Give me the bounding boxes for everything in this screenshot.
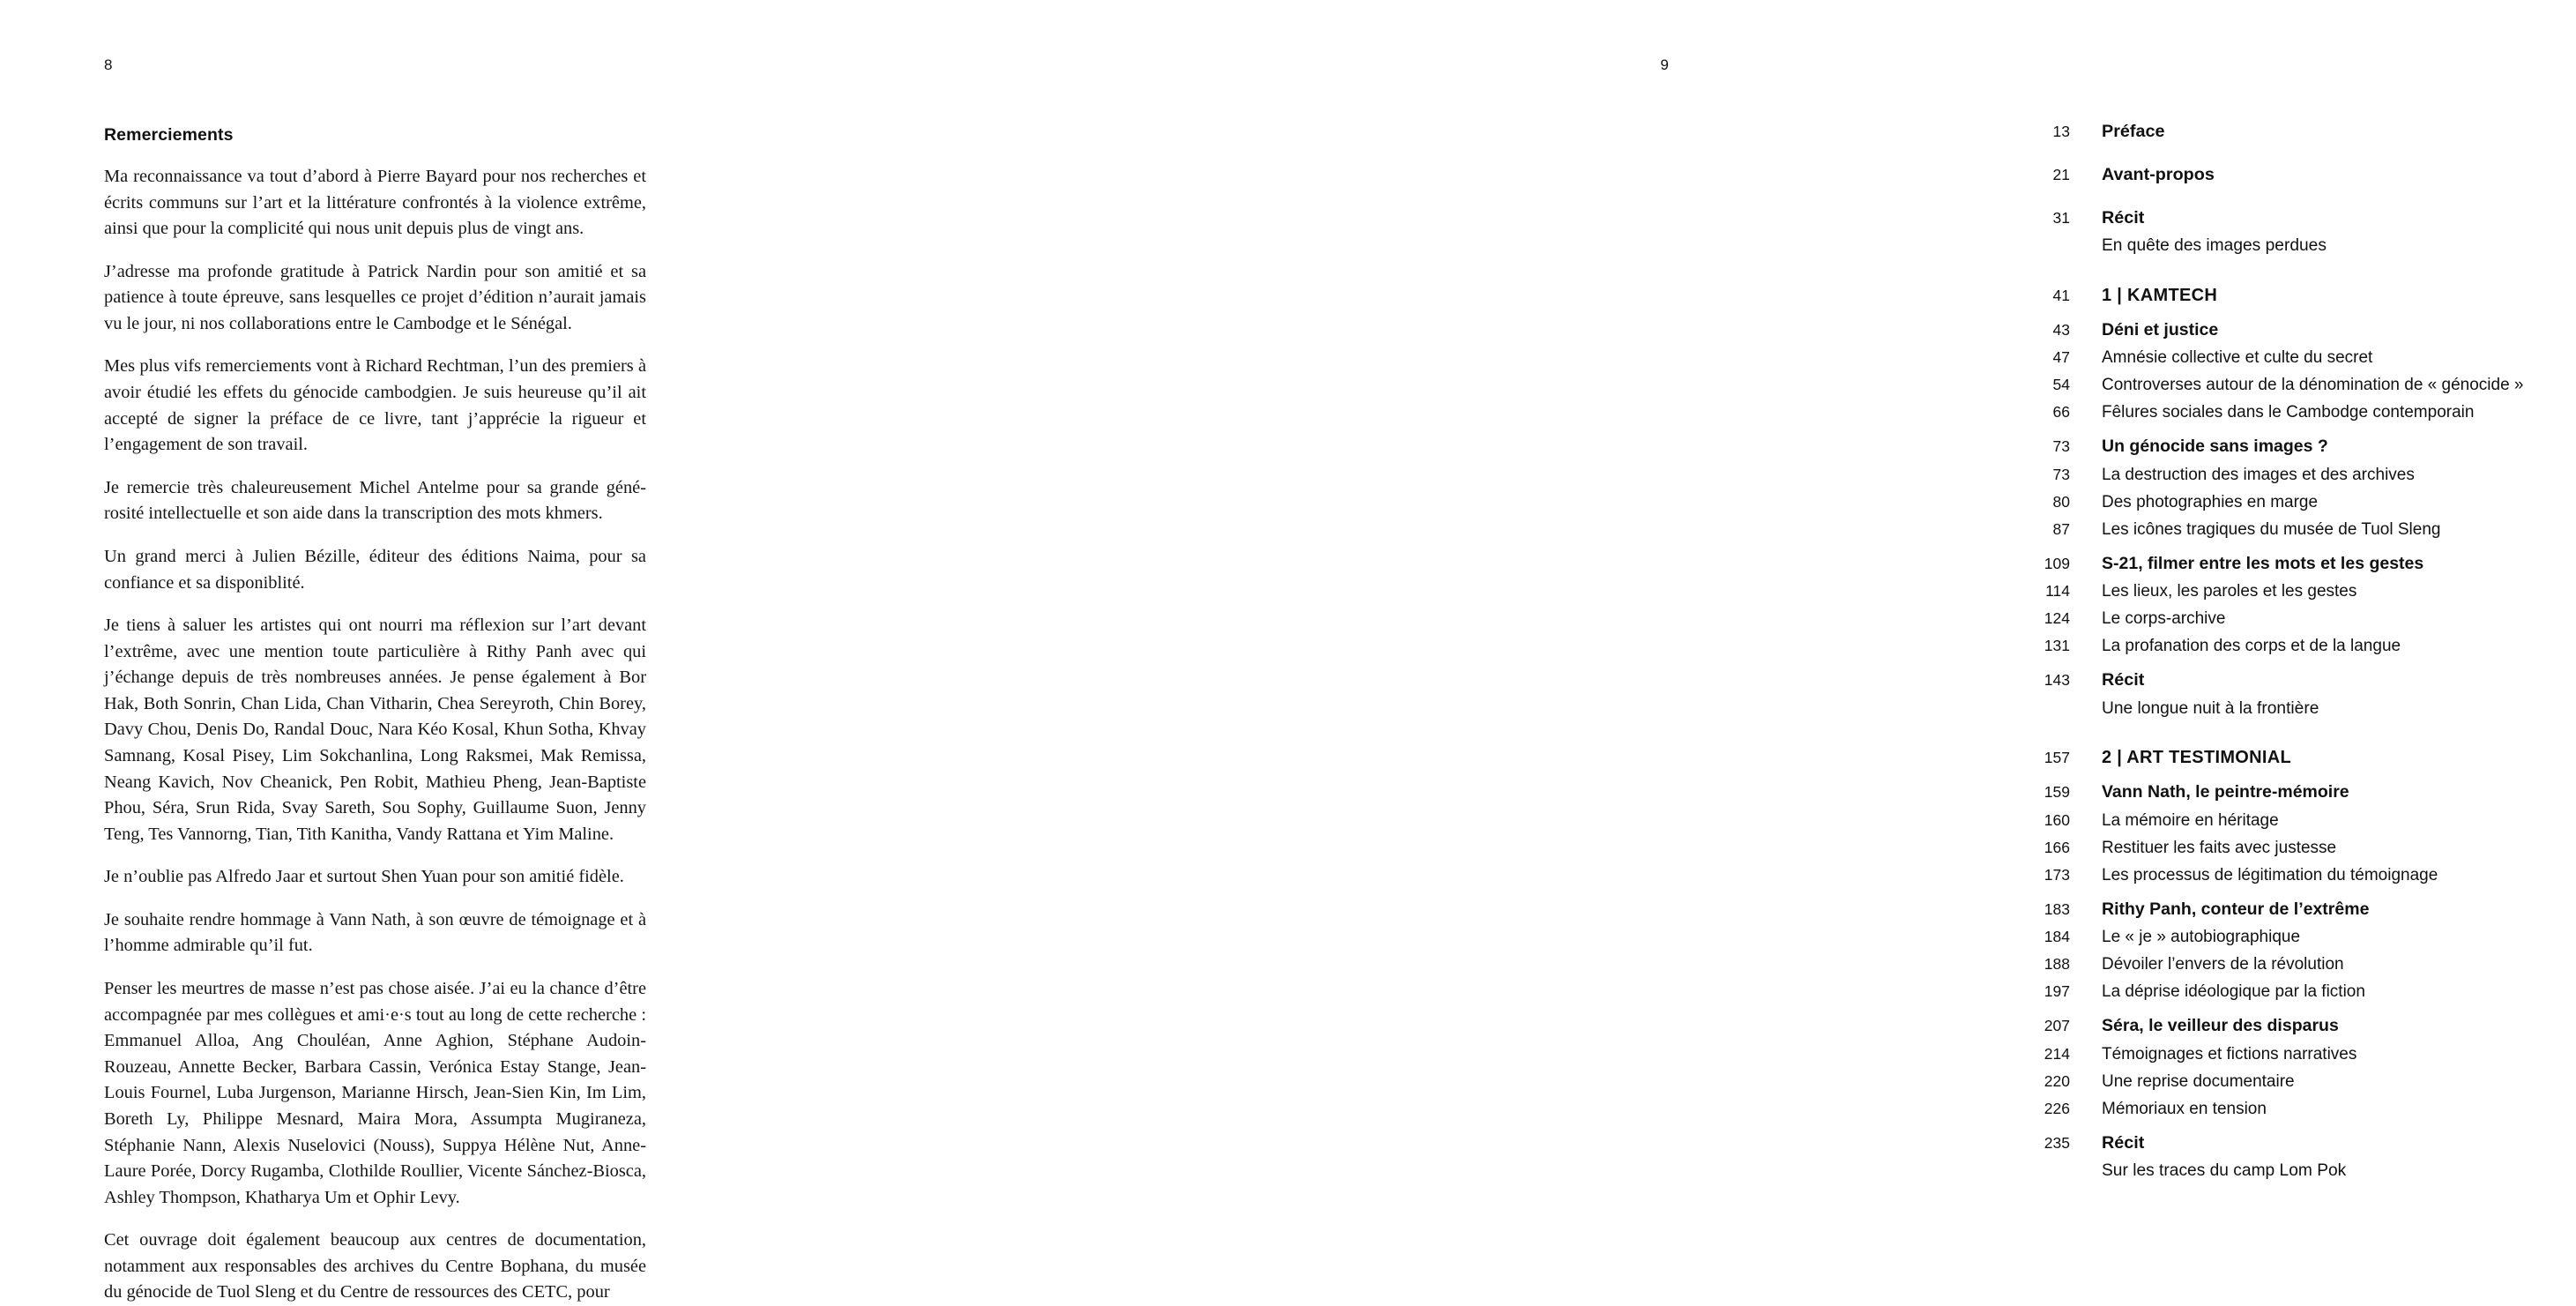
toc-entry[interactable]: [1994, 956, 2576, 973]
toc-entry-label: Restituer les faits avec justesse: [2102, 838, 2337, 857]
toc-page-number: 43: [2052, 320, 2070, 339]
acknowledgements-paragraph: Cet ouvrage doit également beaucoup aux centres de documentation, notamment aux responsables des archives du Centre Bophana, du musée du génocide de Tuol Sleng et du Centre de ressources des CETC, pour: [104, 1230, 646, 1302]
toc-entry[interactable]: [1994, 123, 2576, 141]
toc-page-number: 183: [2044, 899, 2070, 918]
acknowledgements-paragraph: Je tiens à saluer les artistes qui ont nourri ma réflexion sur l’art devant l’extrême, avec une mention toute particulière à Rithy Panh avec qui j’échange depuis de très nombreuses années. Je pense également à Bor Hak, Both Sonrin, Chan Lida, Chan Vitharin, Chea Sereyroth, Chin Borey, Davy Chou, Denis Do, Randal Douc, Nara Kéo Kosal, Khun Sotha, Khvay Samnang, Kosal Pisey, Lim Sokchanlina, Long Raksmei, Mak Remissa, Neang Kavich, Nov Cheanick, Pen Robit, Mathieu Pheng, Jean-Baptiste Phou, Séra, Srun Rida, Svay Sareth, Sou Sophy, Guillaume Suon, Jenny Teng, Tes Vannorng, Tian, Tith Kanitha, Vandy Rattana et Yim Maline.: [104, 616, 646, 844]
toc-page-number: 73: [2052, 437, 2070, 456]
toc-entry[interactable]: [1994, 929, 2576, 945]
toc-page-number: 131: [2044, 637, 2070, 655]
toc-entry-label: Une reprise documentaire: [2102, 1071, 2295, 1091]
toc-spacer: [1994, 141, 2576, 167]
toc-entry[interactable]: [1994, 983, 2576, 1000]
acknowledgements-paragraph: Un grand merci à Julien Bézille, éditeur des éditions Naima, pour sa confiance et sa disponiblité.: [104, 546, 646, 593]
acknowledgements-paragraph: Mes plus vifs remerciements vont à Richard Rechtman, l’un des premiers à avoir étudié les effets du génocide cambodgien. Je suis heureuse qu’il ait accepté de signer la préface de ce livre, tant j’apprécie la rigueur et l’engagement de son travail.: [104, 356, 646, 455]
acknowledgements-paragraph: J’adresse ma profonde gratitude à Patrick Nardin pour son amitié et sa patience à toute épreuve, sans lesquelles ce projet d’édition n’aurait jamais vu le jour, ni nos collaborations entre le Cambodge et le Sénégal.: [104, 261, 646, 333]
toc-spacer: [1994, 1035, 2576, 1046]
toc-entry[interactable]: [1994, 237, 2576, 254]
toc-spacer: [1994, 456, 2576, 466]
toc-entry[interactable]: [1994, 349, 2576, 366]
toc-entry[interactable]: [1994, 749, 2576, 766]
acknowledgements-paragraph: Je n’oublie pas Alfredo Jaar et surtout Shen Yuan pour son amitié fidèle.: [104, 867, 624, 887]
toc-entry[interactable]: [1994, 377, 2576, 393]
toc-entry-label: Un génocide sans images ?: [2102, 437, 2328, 457]
toc-entry-label: La déprise idéologique par la fiction: [2102, 982, 2365, 1002]
toc-page-number: 157: [2044, 749, 2070, 767]
toc-entry[interactable]: [1994, 164, 2576, 184]
toc-page-number: 47: [2052, 348, 2070, 367]
toc-spacer: [1994, 884, 2576, 901]
toc-entry[interactable]: [1994, 521, 2576, 538]
toc-entry-label: Rithy Panh, conteur de l’extrême: [2102, 899, 2370, 919]
toc-page-number: 207: [2044, 1017, 2070, 1035]
toc-entry-label: Dévoiler l’envers de la révolution: [2102, 955, 2344, 974]
toc-entry[interactable]: [1994, 901, 2576, 919]
acknowledgements-section: [104, 125, 646, 1306]
toc-entry[interactable]: [1994, 404, 2576, 421]
toc-entry[interactable]: [1994, 867, 2576, 884]
toc-entry-label: Récit: [2102, 1132, 2145, 1153]
toc-entry[interactable]: [1994, 638, 2576, 654]
toc-page-number: 114: [2045, 582, 2070, 601]
toc-page-number: 87: [2052, 519, 2070, 538]
toc-spacer: [1994, 829, 2576, 840]
toc-entry-label: La destruction des images et des archives: [2102, 465, 2415, 484]
toc-entry[interactable]: [1994, 1073, 2576, 1090]
toc-page-number: 184: [2044, 928, 2070, 946]
toc-spacer: [1994, 421, 2576, 438]
toc-entry[interactable]: [1994, 812, 2576, 829]
toc-page-number: 220: [2044, 1071, 2070, 1090]
toc-entry-label: Les processus de légitimation du témoignage: [2102, 865, 2438, 884]
folio-right: 9: [1660, 56, 1669, 73]
toc-entry[interactable]: [1994, 1018, 2576, 1035]
toc-page-number: 31: [2052, 208, 2070, 227]
toc-spacer: [1994, 255, 2576, 287]
toc-spacer: [1994, 600, 2576, 610]
toc-entry[interactable]: [1994, 672, 2576, 690]
toc-entry-label: Fêlures sociales dans le Cambodge contemporain: [2102, 403, 2475, 422]
toc-entry[interactable]: [1994, 553, 2576, 573]
toc-page-number: 21: [2052, 165, 2070, 183]
toc-entry[interactable]: [1994, 583, 2576, 600]
toc-page-number: 143: [2044, 671, 2070, 690]
toc-entry-label: Le corps-archive: [2102, 609, 2226, 629]
toc-entry-label: Sur les traces du camp Lom Pok: [2102, 1161, 2347, 1181]
acknowledgements-paragraph: Penser les meurtres de masse n’est pas chose aisée. J’ai eu la chance d’être accompagnée par mes collègues et ami·e·s tout au long de cette recherche : Emmanuel Alloa, Ang Chouléan, Anne Aghion, Stéphane Audoin-Rouzeau, Annette Becker, Barbara Cassin, Verónica Estay Stange, Jean-Louis Fournel, Luba Jurgenson, Marianne Hirsch, Jean-Sien Kin, Im Lim, Boreth Ly, Philippe Mesnard, Maira Mora, Assumpta Mugiraneza, Stéphanie Nann, Alexis Nuselovici (Nouss), Suppya Hélène Nut, Anne-Laure Porée, Dorcy Rugamba, Clothilde Roullier, Vicente Sánchez-Biosca, Ashley Thompson, Khatharya Um et Ophir Levy.: [104, 979, 646, 1207]
toc-page-number: 124: [2044, 609, 2070, 628]
toc-entry-label: La mémoire en héritage: [2102, 810, 2279, 830]
table-of-contents: [1994, 123, 2576, 1180]
toc-entry-label: Séra, le veilleur des disparus: [2102, 1016, 2339, 1036]
toc-spacer: [1994, 856, 2576, 867]
toc-spacer: [1994, 766, 2576, 784]
toc-spacer: [1994, 717, 2576, 749]
toc-page-number: 188: [2044, 955, 2070, 974]
toc-entry-label: Avant-propos: [2102, 164, 2215, 184]
toc-page-number: 226: [2044, 1099, 2070, 1117]
toc-entry-label: Controverses autour de la dénomination de « génocide »: [2102, 376, 2524, 395]
toc-entry-label: Récit: [2102, 207, 2145, 228]
folio-left: 8: [104, 56, 113, 73]
toc-entry-label: Le « je » autobiographique: [2102, 928, 2301, 947]
toc-entry[interactable]: [1994, 700, 2576, 717]
toc-spacer: [1994, 1063, 2576, 1073]
toc-spacer: [1994, 1000, 2576, 1018]
toc-page-number: 214: [2044, 1044, 2070, 1063]
toc-entry[interactable]: [1994, 287, 2576, 304]
toc-spacer: [1994, 1090, 2576, 1101]
toc-entry-label: Amnésie collective et culte du secret: [2102, 348, 2373, 368]
toc-entry-label: Une longue nuit à la frontière: [2102, 698, 2319, 718]
toc-page-number: 166: [2044, 838, 2070, 856]
toc-entry-label: Des photographies en marge: [2102, 492, 2319, 511]
toc-page-number: 197: [2044, 982, 2070, 1001]
toc-page-number: 54: [2052, 376, 2070, 394]
toc-page-number: 80: [2052, 492, 2070, 511]
toc-entry-label: La profanation des corps et de la langue: [2102, 637, 2401, 656]
toc-entry[interactable]: [1994, 319, 2576, 340]
toc-entry-label: Récit: [2102, 670, 2145, 690]
toc-entry[interactable]: [1994, 610, 2576, 627]
toc-entry-label: S-21, filmer entre les mots et les gestes: [2102, 553, 2424, 573]
toc-page-number: 13: [2052, 123, 2070, 140]
toc-entry-label: 1 | KAMTECH: [2102, 285, 2218, 305]
toc-entry[interactable]: [1994, 1046, 2576, 1063]
toc-spacer: [1994, 1117, 2576, 1135]
toc-spacer: [1994, 802, 2576, 812]
acknowledgements-paragraph: Ma reconnaissance va tout d’abord à Pierre Bayard pour nos recherches et écrits communs sur l’art et la littérature confrontés à la violence extrême, ainsi que pour la complicité qui nous unit depuis plus de vingt ans.: [104, 167, 646, 239]
toc-spacer: [1994, 304, 2576, 322]
toc-entry[interactable]: [1994, 1132, 2576, 1153]
toc-entry-label: En quête des images perdues: [2102, 236, 2327, 256]
toc-entry-label: Les lieux, les paroles et les gestes: [2102, 582, 2357, 601]
toc-entry[interactable]: [1994, 207, 2576, 228]
toc-entry[interactable]: [1994, 1162, 2576, 1179]
toc-spacer: [1994, 538, 2576, 556]
toc-entry[interactable]: [1994, 494, 2576, 511]
toc-entry-label: Mémoriaux en tension: [2102, 1099, 2267, 1118]
toc-entry[interactable]: [1994, 840, 2576, 856]
toc-entry[interactable]: [1994, 466, 2576, 483]
toc-spacer: [1994, 483, 2576, 494]
toc-entry-label: Les icônes tragiques du musée de Tuol Sleng: [2102, 519, 2441, 539]
toc-page-number: 41: [2052, 286, 2070, 304]
toc-page-number: 73: [2052, 465, 2070, 483]
toc-entry-label: Préface: [2102, 122, 2165, 141]
toc-page-number: 173: [2044, 865, 2070, 884]
right-page: [885, 0, 2524, 1250]
toc-entry[interactable]: [1994, 784, 2576, 802]
toc-page-number: 159: [2044, 783, 2070, 802]
acknowledgements-title: Remerciements: [104, 125, 234, 145]
toc-page-number: 66: [2052, 403, 2070, 422]
toc-spacer: [1994, 184, 2576, 210]
toc-page-number: 160: [2044, 810, 2070, 829]
toc-entry-label: 2 | ART TESTIMONIAL: [2102, 748, 2291, 768]
toc-entry[interactable]: [1994, 438, 2576, 456]
toc-spacer: [1994, 654, 2576, 672]
toc-spacer: [1994, 511, 2576, 521]
acknowledgements-paragraph: Je souhaite rendre hommage à Vann Nath, à son œuvre de témoignage et à l’homme admirable qu’il fut.: [104, 909, 646, 956]
acknowledgements-body: [104, 164, 646, 1306]
toc-page-number: 235: [2044, 1133, 2070, 1152]
toc-entry[interactable]: [1994, 1101, 2576, 1117]
left-page: [0, 0, 885, 1302]
toc-entry-label: Vann Nath, le peintre-mémoire: [2102, 782, 2349, 802]
toc-entry-label: Déni et justice: [2102, 319, 2219, 340]
toc-entry-label: Témoignages et fictions narratives: [2102, 1044, 2357, 1063]
toc-page-number: 109: [2044, 554, 2070, 572]
acknowledgements-paragraph: Je remercie très chaleureusement Michel Antelme pour sa grande géné-rosité intellectuelle et son aide dans la transcription des mots khmers.: [104, 477, 646, 524]
